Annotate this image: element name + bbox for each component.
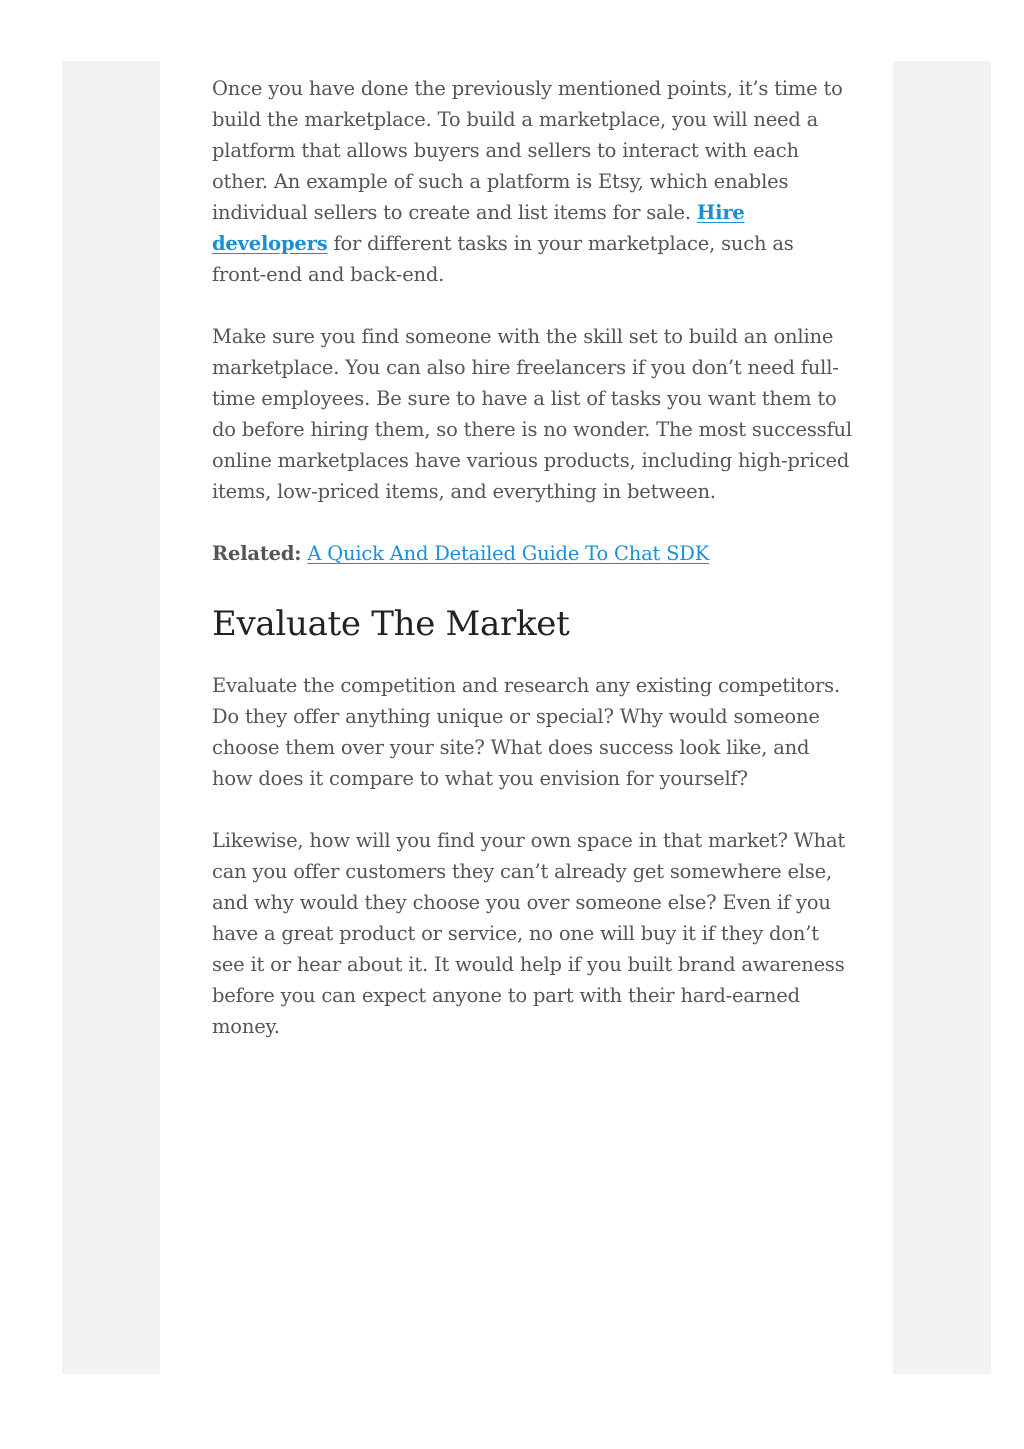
paragraph-hire-team: Make sure you find someone with the skill set to build an online marketplace. You can also hire freelancers if you don’t need full-time employees. Be sure to have a list of tasks you want them to do before hiring them, so there is no wonder. The most successful online marketplaces have various products, including high-priced items, low-priced items, and everything in between. — [212, 325, 852, 503]
left-margin-panel — [62, 61, 160, 1374]
related-article-link[interactable]: A Quick And Detailed Guide To Chat SDK — [307, 542, 710, 565]
paragraph-text: Once you have done the previously mentioned points, it’s time to build the marketplace. To build a marketplace, you will need a platform that allows buyers and sellers to interact with each other. An example of such a platform is Etsy, which enables individual sellers to create and list items for sale. — [212, 77, 843, 224]
paragraph-evaluate-competition: Evaluate the competition and research any existing competitors. Do they offer anything unique or special? Why would someone choose them over your site? What does success look like, and how does it compare to what you envision for yourself? — [212, 674, 840, 790]
paragraph-find-space: Likewise, how will you find your own space in that market? What can you offer customers they can’t already get somewhere else, and why would they choose you over someone else? Even if you have a great product or service, no one will buy it if they don’t see it or hear about it. It would help if you built brand awareness before you can expect anyone to part with their hard-earned money. — [212, 829, 846, 1038]
paragraph-text: for different tasks in your marketplace, such as front-end and back-end. — [212, 232, 794, 286]
paragraph-build-marketplace — [212, 73, 852, 290]
related-line — [212, 538, 852, 569]
section-heading: Evaluate The Market — [212, 604, 570, 644]
related-label: Related: — [212, 542, 302, 565]
right-margin-panel — [893, 61, 991, 1374]
article-content — [212, 73, 852, 1073]
hire-developers-link[interactable]: Hire developers — [212, 201, 745, 255]
